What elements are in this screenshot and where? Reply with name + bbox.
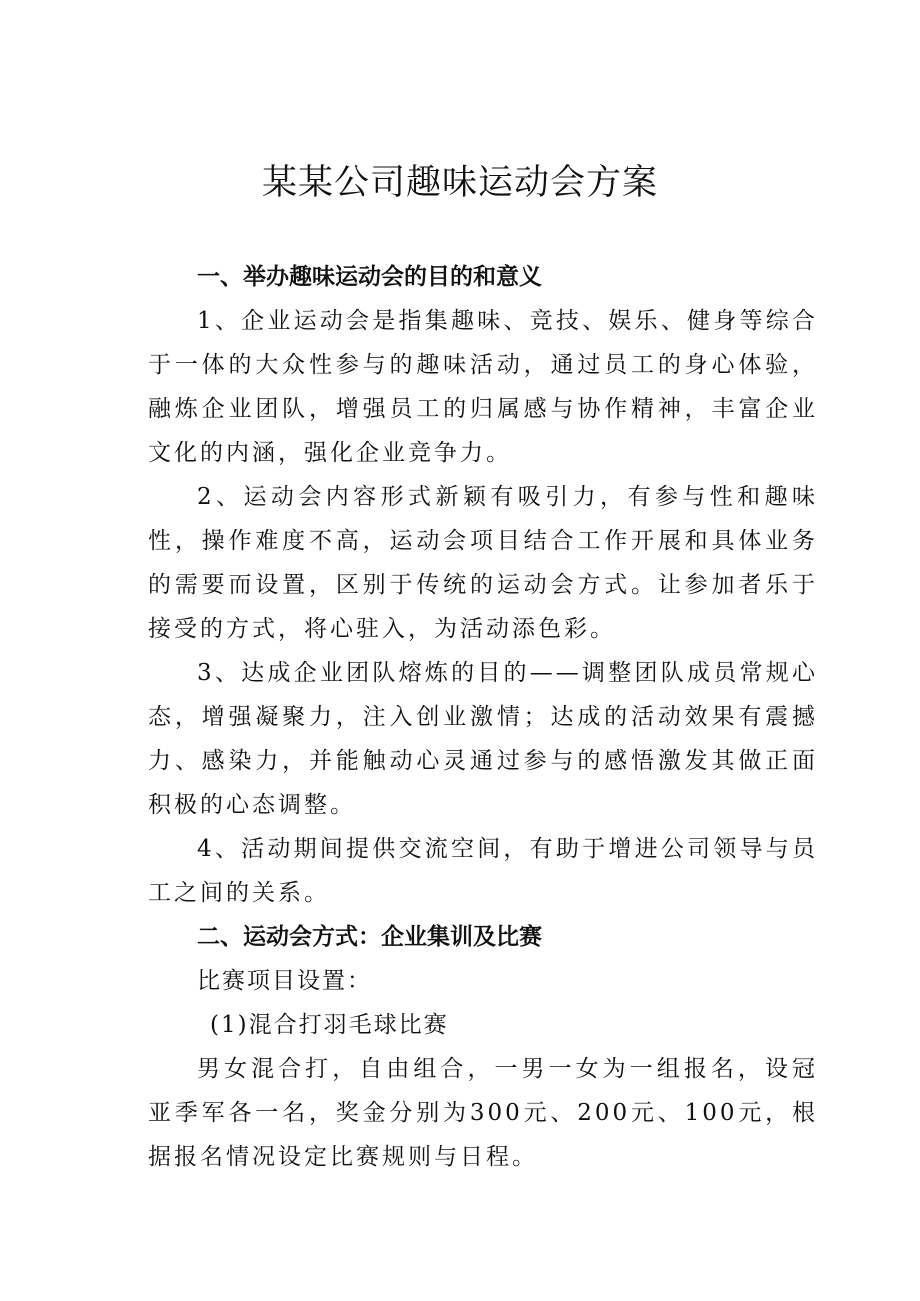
paragraph-1: 1、企业运动会是指集趣味、竞技、娱乐、健身等综合于一体的大众性参与的趣味活动，通过员工的身心体验，融炼企业团队，增强员工的归属感与协作精神，丰富企业文化的内涵，强化企业竞争力。 <box>148 308 818 466</box>
document-title: 某某公司趣味运动会方案 <box>261 163 658 203</box>
competition-item-title: (1)混合打羽毛球比赛 <box>210 1012 449 1038</box>
document-body <box>148 255 818 1179</box>
section-heading-2: 二、运动会方式：企业集训及比赛 <box>197 924 542 950</box>
section-heading-1: 一、举办趣味运动会的目的和意义 <box>197 264 542 290</box>
paragraph-3: 3、达成企业团队熔炼的目的——调整团队成员常规心态，增强凝聚力，注入创业激情；达成的活动效果有震撼力、感染力，并能触动心灵通过参与的感悟激发其做正面积极的心态调整。 <box>148 660 818 818</box>
competition-item-text: 男女混合打，自由组合，一男一女为一组报名，设冠亚季军各一名，奖金分别为300元、200元、100元，根据报名情况设定比赛规则与日程。 <box>148 1056 818 1170</box>
competition-intro: 比赛项目设置： <box>197 968 372 994</box>
paragraph-2: 2、运动会内容形式新颖有吸引力，有参与性和趣味性，操作难度不高，运动会项目结合工作开展和具体业务的需要而设置，区别于传统的运动会方式。让参加者乐于接受的方式，将心驻入，为活动添色彩。 <box>148 484 818 642</box>
paragraph-4: 4、活动期间提供交流空间，有助于增进公司领导与员工之间的关系。 <box>148 836 818 906</box>
